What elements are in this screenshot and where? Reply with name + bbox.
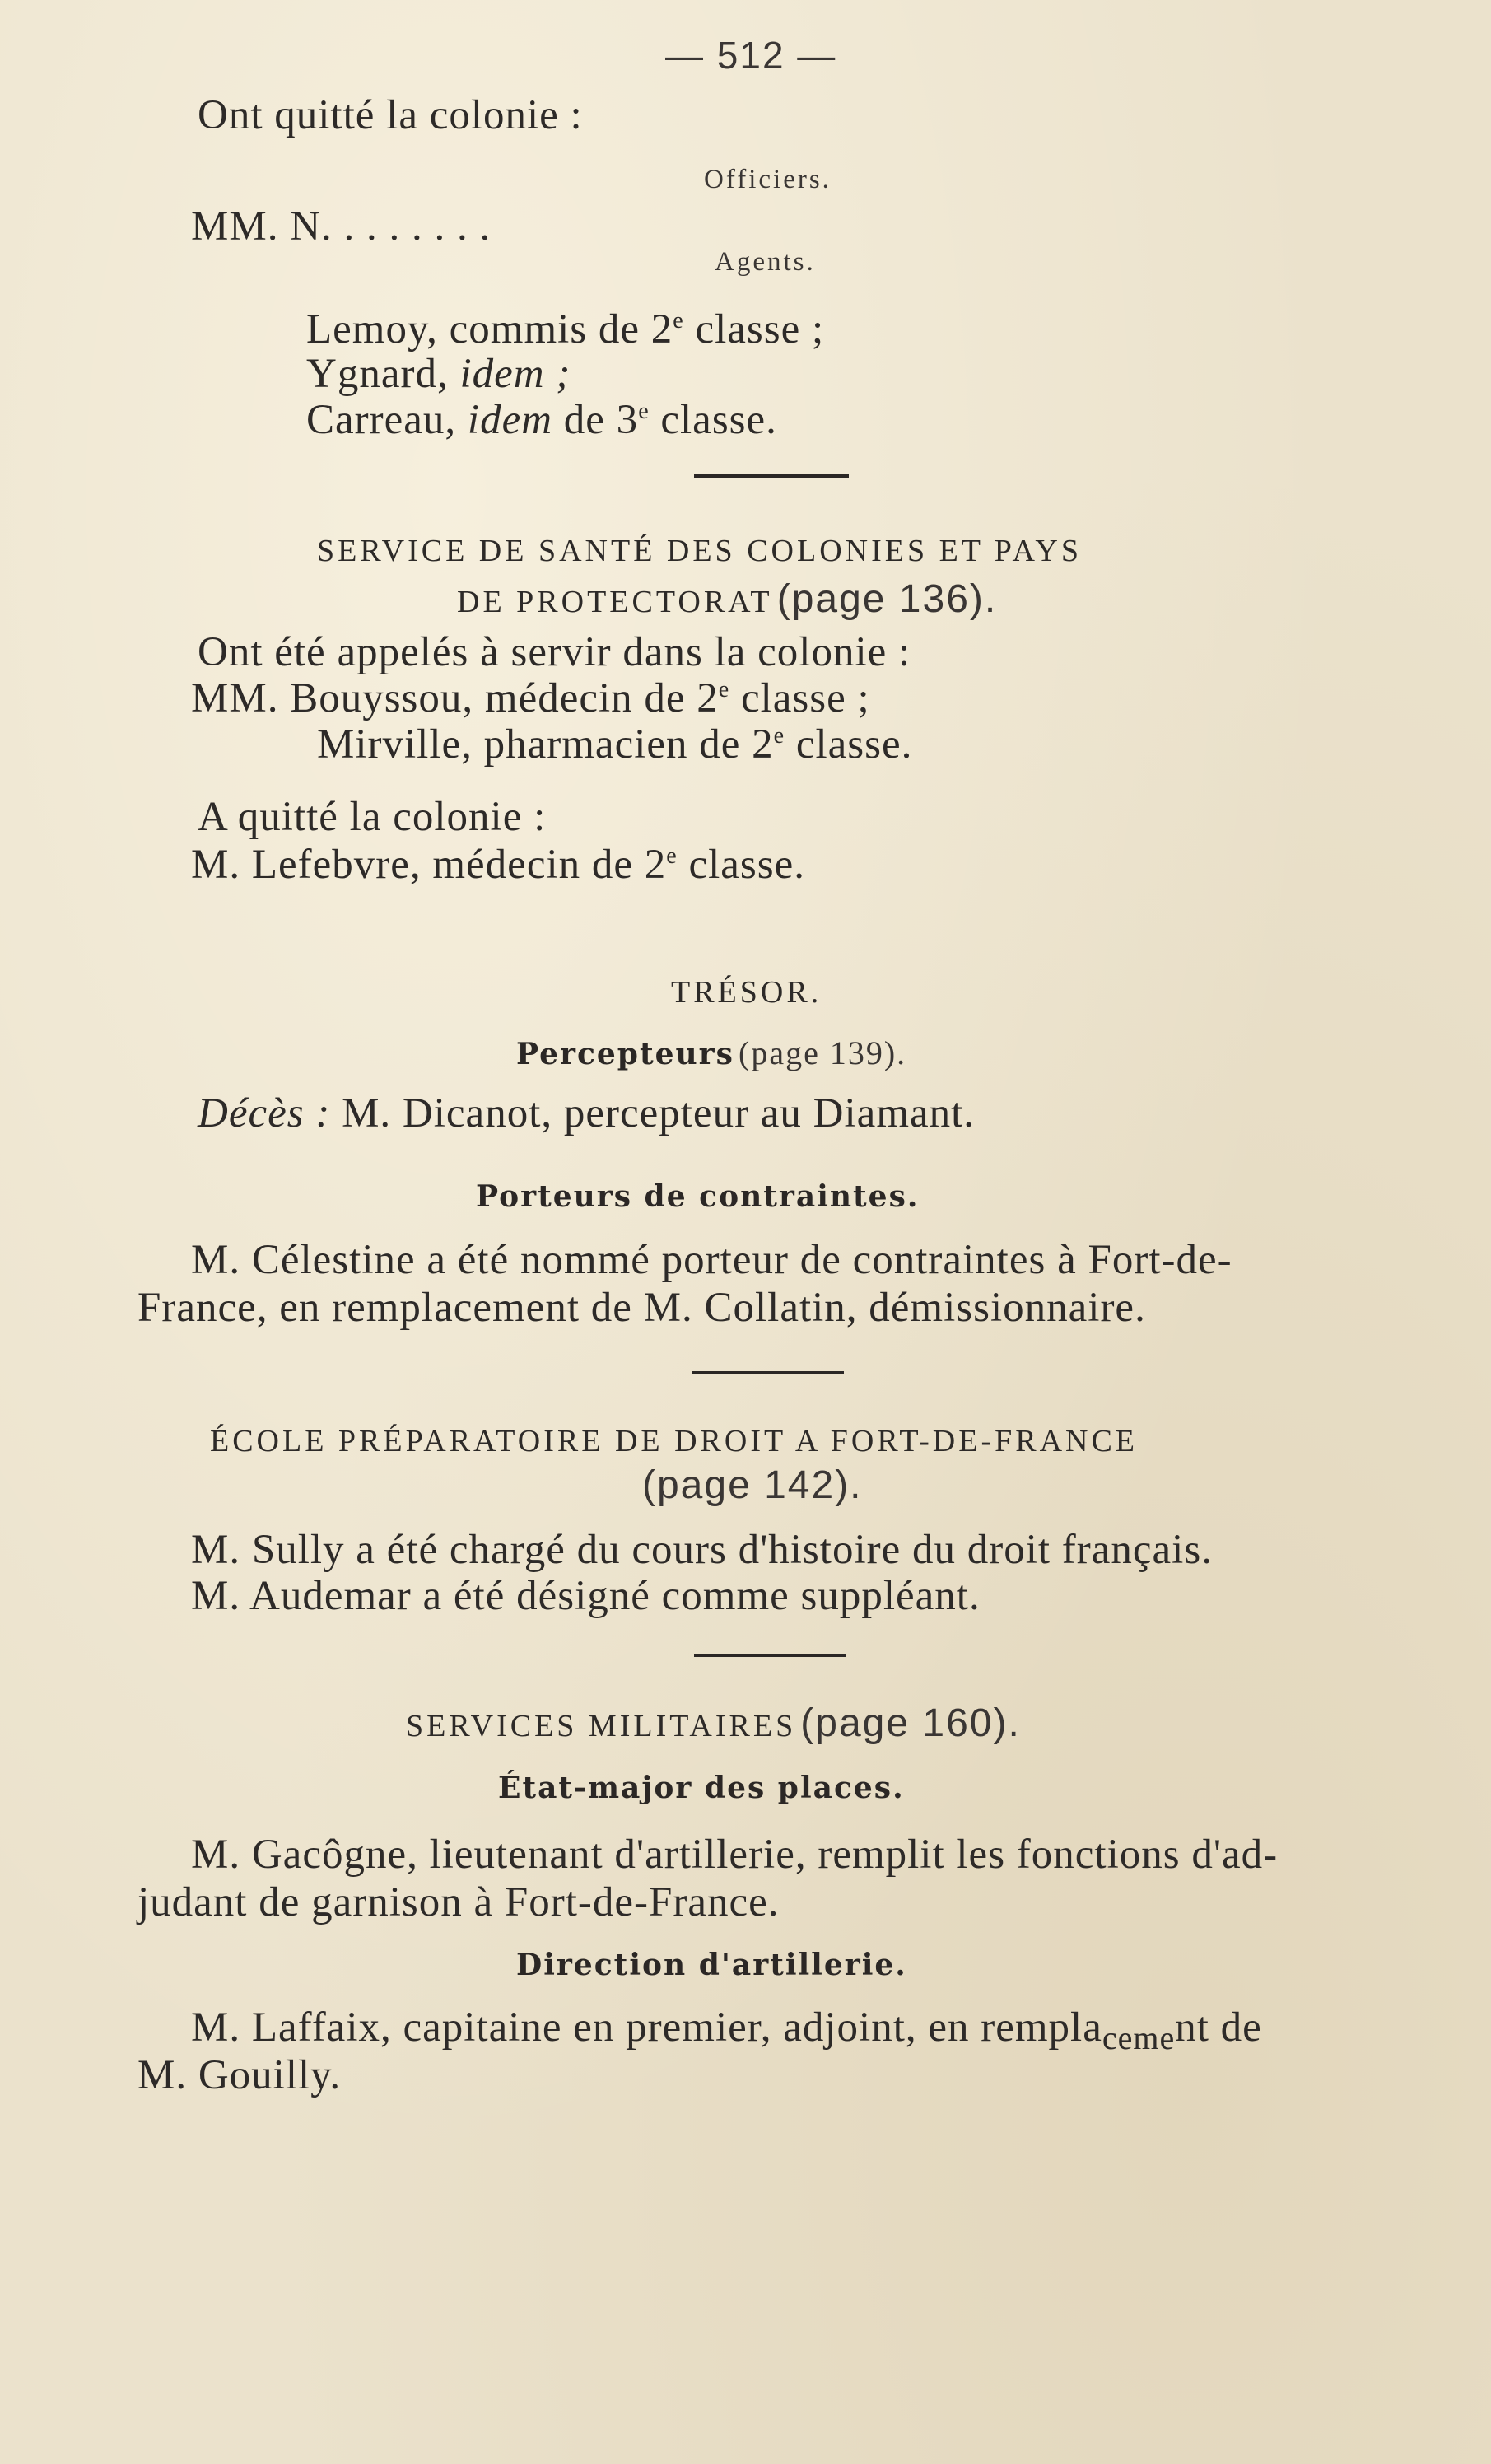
sante-line-3-text: Mirville, pharmacien de 2 [317, 721, 774, 768]
sante-line-5-sup: e [666, 843, 678, 869]
ecole-line-1: M. Sully a été chargé du cours d'histoire du droit français. [191, 1527, 1213, 1573]
sante-line-4: A quitté la colonie : [198, 794, 547, 840]
porteurs-line-2: France, en remplacement de M. Collatin, démissionnaire. [137, 1285, 1146, 1331]
agent-3-text: Carreau, [306, 397, 468, 443]
agent-2-idem: idem ; [459, 351, 571, 397]
sante-line-5-text: M. Lefebvre, médecin de 2 [191, 842, 667, 888]
sante-line-3 [317, 720, 912, 769]
sante-title-line2 [457, 576, 997, 622]
officers-heading: Officiers. [704, 165, 832, 194]
porteurs-heading: Porteurs de contraintes. [476, 1179, 920, 1214]
sante-title-page: (page 136). [776, 577, 998, 621]
porteurs-line-1: M. Célestine a été nommé porteur de contraintes à Fort-de- [191, 1237, 1232, 1283]
sante-line-2-text: MM. Bouyssou, médecin de 2 [191, 675, 719, 721]
agent-1-sup: e [673, 308, 684, 334]
ecole-title-page: (page 142). [642, 1463, 863, 1507]
agent-3-rest: classe. [649, 397, 777, 443]
agent-2-text: Ygnard, [306, 351, 460, 397]
section-divider [694, 474, 849, 478]
sante-title-line1: SERVICE DE SANTÉ DES COLONIES ET PAYS [317, 534, 1082, 568]
section-divider [692, 1371, 844, 1374]
sante-line-5 [191, 840, 805, 889]
percepteurs-head-text: Percepteurs [516, 1037, 734, 1071]
etat-major-line-1: M. Gacôgne, lieutenant d'artillerie, remplit les fonctions d'ad- [191, 1832, 1279, 1878]
section-divider [694, 1654, 846, 1657]
sante-line-3-sup: e [773, 723, 785, 749]
direction-line-1 [191, 2003, 1262, 2063]
sante-line-2 [191, 674, 870, 723]
sante-line-2-sup: e [718, 677, 730, 702]
militaires-title-page: (page 160). [800, 1701, 1021, 1745]
direction-heading: Direction d'artillerie. [516, 1948, 907, 1982]
sante-line-2-rest: classe ; [729, 675, 870, 721]
militaires-title [406, 1701, 1021, 1746]
tresor-title: TRÉSOR. [671, 975, 822, 1010]
direction-line-1-end: nt de [1175, 2004, 1262, 2051]
sante-title-line2-text: DE PROTECTORAT [457, 585, 773, 619]
percepteurs-page: (page 139). [739, 1034, 907, 1071]
left-colony-label: Ont quitté la colonie : [198, 92, 583, 138]
percepteurs-heading [516, 1034, 906, 1072]
direction-line-1-sub: ceme [1102, 2019, 1176, 2056]
direction-line-1-text: M. Laffaix, capitaine en premier, adjoint, en rempla [191, 2004, 1102, 2051]
page-number: — 512 — [665, 34, 837, 77]
deces-label: Décès : [198, 1090, 331, 1136]
militaires-title-text: SERVICES MILITAIRES [406, 1709, 797, 1743]
agent-line-2 [306, 349, 571, 399]
agent-3-mid: de 3 [552, 397, 639, 443]
ecole-line-2: M. Audemar a été désigné comme suppléant. [191, 1573, 981, 1619]
etat-major-heading: État-major des places. [498, 1771, 905, 1805]
officers-line: MM. N. . . . . . . . [191, 203, 492, 250]
deces-line [198, 1089, 975, 1138]
etat-major-line-2: judant de garnison à Fort-de-France. [137, 1879, 780, 1925]
ecole-title-line1: ÉCOLE PRÉPARATOIRE DE DROIT A FORT-DE-FRANCE [210, 1424, 1139, 1458]
agent-line-3 [306, 395, 777, 445]
agent-line-1 [306, 305, 824, 354]
sante-line-3-rest: classe. [785, 721, 913, 768]
agent-3-sup: e [638, 399, 650, 424]
sante-line-1: Ont été appelés à servir dans la colonie : [198, 629, 911, 675]
direction-line-2: M. Gouilly. [137, 2052, 342, 2098]
agent-3-idem: idem [467, 397, 553, 443]
agents-heading: Agents. [715, 247, 816, 277]
deces-text: M. Dicanot, percepteur au Diamant. [330, 1090, 976, 1136]
agent-1-rest: classe ; [683, 306, 825, 352]
sante-line-5-rest: classe. [677, 842, 805, 888]
agent-1-text: Lemoy, commis de 2 [306, 306, 673, 352]
